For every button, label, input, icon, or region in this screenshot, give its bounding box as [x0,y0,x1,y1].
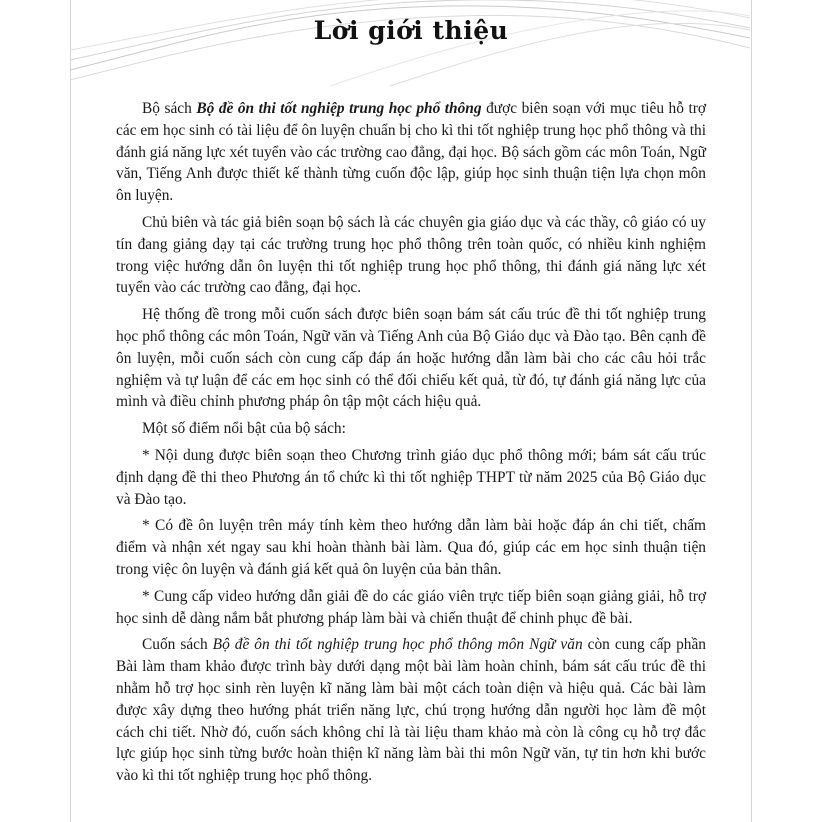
book-title: Bộ đề ôn thi tốt nghiệp trung học phổ thông môn Ngữ văn [212,636,583,654]
book-series-title: Bộ đề ôn thi tốt nghiệp trung học phổ thông [196,100,482,117]
paragraph: Bộ sách Bộ đề ôn thi tốt nghiệp trung học phổ thông được biên soạn với mục tiêu hỗ trợ các em học sinh có tài liệu để ôn luyện chuẩn bị cho kì thi tốt nghiệp trung học phổ thông và thi đánh giá năng lực xét tuyển vào các trường cao đẳng, đại học. Bộ sách gồm các môn Toán, Ngữ văn, Tiếng Anh được thiết kế thành từng cuốn độc lập, giúp học sinh thuận tiện lựa chọn môn ôn luyện. [116,100,707,205]
bullet-paragraph: * Có đề ôn luyện trên máy tính kèm theo hướng dẫn làm bài hoặc đáp án chi tiết, chấm điểm và nhận xét ngay sau khi hoàn thành bài làm. Qua đó, giúp các em học sinh thuận tiện trong việc ôn luyện và đánh giá kết quả ôn luyện của bản thân. [116,517,706,578]
paragraph: Cuốn sách Bộ đề ôn thi tốt nghiệp trung học phổ thông môn Ngữ văn còn cung cấp phần Bài làm tham khảo được trình bày dưới dạng một bài làm hoàn chỉnh, bám sát cấu trúc đề thi nhằm hỗ trợ học sinh rèn luyện kĩ năng làm bài một cách toàn diện và hiệu quả. Các bài làm được xây dựng theo hướng phát triển năng lực, chú trọng hướng dẫn người học làm đề một cách chi tiết. Nhờ đó, cuốn sách không chỉ là tài liệu tham khảo mà còn là công cụ hỗ trợ đắc lực giúp học sinh từng bước hoàn thiện kĩ năng làm bài thi môn Ngữ văn, tự tin hơn khi bước vào kì thi tốt nghiệp trung học phổ thông. [116,636,706,785]
bullet-paragraph: * Cung cấp video hướng dẫn giải đề do các giáo viên trực tiếp biên soạn giảng giải, hỗ trợ học sinh dễ dàng nắm bắt phương pháp làm bài và chiến thuật để chinh phục đề bài. [116,587,706,627]
intro-body [116,98,706,792]
bullet-paragraph: * Nội dung được biên soạn theo Chương trình giáo dục phổ thông mới; bám sát cấu trúc định dạng đề thi theo Phương án tổ chức kì thi tốt nghiệp THPT từ năm 2025 của Bộ Giáo dục và Đào tạo. [116,446,706,508]
paragraph: Hệ thống đề trong mỗi cuốn sách được biên soạn bám sát cấu trúc đề thi tốt nghiệp trung học phổ thông các môn Toán, Ngữ văn và Tiếng Anh của Bộ Giáo dục và Đào tạo. Bên cạnh đề ôn luyện, mỗi cuốn sách còn cung cấp đáp án hoặc hướng dẫn làm bài cho các câu hỏi trắc nghiệm và tự luận để các em học sinh có thể đối chiếu kết quả, từ đó, tự đánh giá năng lực của mình và điều chỉnh phương pháp ôn tập một cách hiệu quả. [116,306,706,411]
page-title: Lời giới thiệu [313,16,509,45]
paragraph: Một số điểm nổi bật của bộ sách: [142,420,346,438]
paragraph: Chủ biên và tác giả biên soạn bộ sách là các chuyên gia giáo dục và các thầy, cô giáo có uy tín đang giảng dạy tại các trường trung học phổ thông trên toàn quốc, có nhiều kinh nghiệm trong việc hướng dẫn ôn luyện thi tốt nghiệp trung học phổ thông, thi đánh giá năng lực xét tuyển vào các trường cao đẳng, đại học. [116,213,706,297]
